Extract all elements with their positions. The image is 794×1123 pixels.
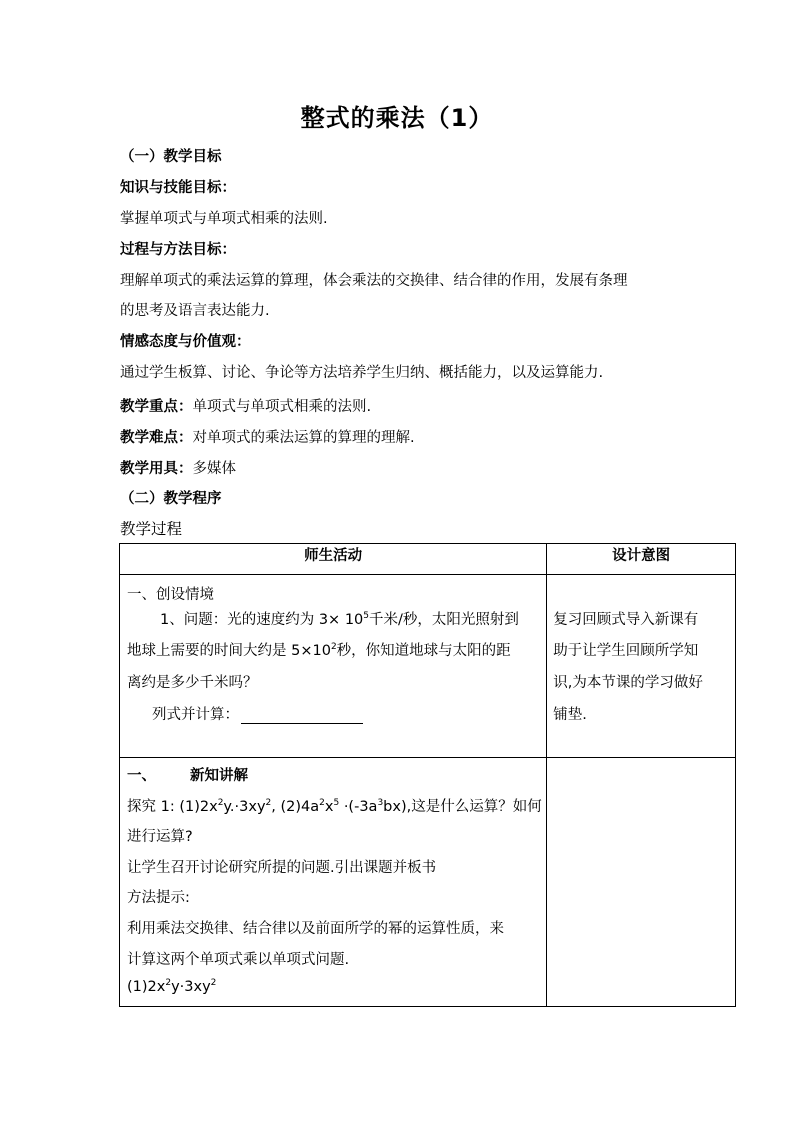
intent-line-1: 复习回顾式导入新课有 xyxy=(553,612,699,628)
teaching-tools xyxy=(120,457,236,478)
method-hint-line-2: 计算这两个单项式乘以单项式问题. xyxy=(127,952,350,968)
expr-part: bx),这是什么运算？如何 xyxy=(383,799,542,815)
formula-prompt xyxy=(152,703,363,724)
table-row xyxy=(120,575,736,758)
emotion-goal-text: 通过学生板算、讨论、争论等方法培养学生归纳、概括能力，以及运算能力. xyxy=(120,365,604,381)
situation-heading: 一、创设情境 xyxy=(127,587,214,603)
q1-exponent: 5 xyxy=(363,611,370,622)
intent-line-3: 识,为本节课的学习做好 xyxy=(553,675,703,691)
difficulty-label: 教学难点： xyxy=(120,430,193,446)
expr-part: x xyxy=(324,799,334,815)
col-header-activities: 师生活动 xyxy=(120,544,547,575)
new-knowledge-heading xyxy=(127,764,248,785)
expr-part: y·3xy xyxy=(171,979,211,995)
expr-exp: 2 xyxy=(265,798,272,809)
example-expression xyxy=(127,979,216,995)
expr-exp: 2 xyxy=(165,978,172,989)
q2-exponent: 2 xyxy=(330,642,337,653)
table-row xyxy=(120,758,736,1007)
expr-exp: 2 xyxy=(319,798,325,809)
explore-line-2: 进行运算? xyxy=(127,829,193,845)
q2-text-b: 秒，你知道地球与太阳的距 xyxy=(336,643,511,659)
knowledge-goal-heading: 知识与技能目标： xyxy=(120,180,236,196)
answer-blank xyxy=(241,709,363,724)
explore-line-3: 让学生召开讨论研究所提的问题.引出课题并板书 xyxy=(127,860,437,876)
col-header-intent: 设计意图 xyxy=(547,544,736,575)
heading-text: 新知讲解 xyxy=(190,768,248,784)
activity-cell-new-knowledge xyxy=(120,758,547,1007)
expr-part: (1)2x xyxy=(127,979,166,995)
process-goal-heading: 过程与方法目标： xyxy=(120,242,236,258)
method-hint-line-1: 利用乘法交换律、结合律以及前面所学的幂的运算性质，来 xyxy=(127,921,504,937)
lesson-table xyxy=(119,543,736,1007)
section-teaching-procedure: （二）教学程序 xyxy=(120,491,222,507)
process-goal-text-1: 理解单项式的乘法运算的算理，体会乘法的交换律、结合律的作用，发展有条理 xyxy=(120,273,628,289)
intent-cell-new-knowledge xyxy=(547,758,736,1007)
process-caption: 教学过程 xyxy=(120,520,183,538)
key-point-text: 单项式与单项式相乘的法则. xyxy=(192,399,372,415)
intent-line-2: 助于让学生回顾所学知 xyxy=(553,643,699,659)
expr-part: y.·3xy xyxy=(223,799,266,815)
heading-number: 一、 xyxy=(127,768,156,784)
expr-exp: 5 xyxy=(333,798,340,809)
question-line-1 xyxy=(160,608,519,629)
difficulty-text: 对单项式的乘法运算的算理的理解. xyxy=(192,430,415,446)
expr-part: 探究 1: (1)2x xyxy=(127,799,218,815)
explore-line-1 xyxy=(127,795,542,816)
method-hint-label: 方法提示: xyxy=(127,890,190,906)
difficulty-point xyxy=(120,426,415,447)
tools-label: 教学用具： xyxy=(120,461,193,477)
intent-cell-situation xyxy=(547,575,736,758)
question-line-3: 离约是多少千米吗？ xyxy=(127,675,258,691)
tools-text: 多媒体 xyxy=(192,461,236,477)
page-title: 整式的乘法（1） xyxy=(300,104,494,132)
key-point xyxy=(120,395,371,416)
intent-line-4: 铺垫. xyxy=(553,707,587,723)
process-goal-text-2: 的思考及语言表达能力. xyxy=(120,303,270,319)
expr-exp: 2 xyxy=(217,798,224,809)
formula-prompt-label: 列式并计算： xyxy=(152,707,239,723)
q1-text-b: 千米/秒，太阳光照射到 xyxy=(369,612,519,628)
q1-text-a: 1、问题：光的速度约为 3× 10 xyxy=(160,612,364,628)
activity-cell-situation xyxy=(120,575,547,758)
emotion-goal-heading: 情感态度与价值观： xyxy=(120,334,251,350)
question-line-2 xyxy=(127,639,511,660)
table-header-row xyxy=(120,544,736,575)
expr-part: ·(-3a xyxy=(339,799,378,815)
section-teaching-goals: （一）教学目标 xyxy=(120,149,222,165)
expr-exp: 3 xyxy=(377,798,384,809)
q2-text-a: 地球上需要的时间大约是 5×10 xyxy=(127,643,331,659)
expr-exp: 2 xyxy=(210,978,217,989)
expr-part: , (2)4a xyxy=(271,799,320,815)
key-point-label: 教学重点： xyxy=(120,399,193,415)
knowledge-goal-text: 掌握单项式与单项式相乘的法则. xyxy=(120,211,328,227)
